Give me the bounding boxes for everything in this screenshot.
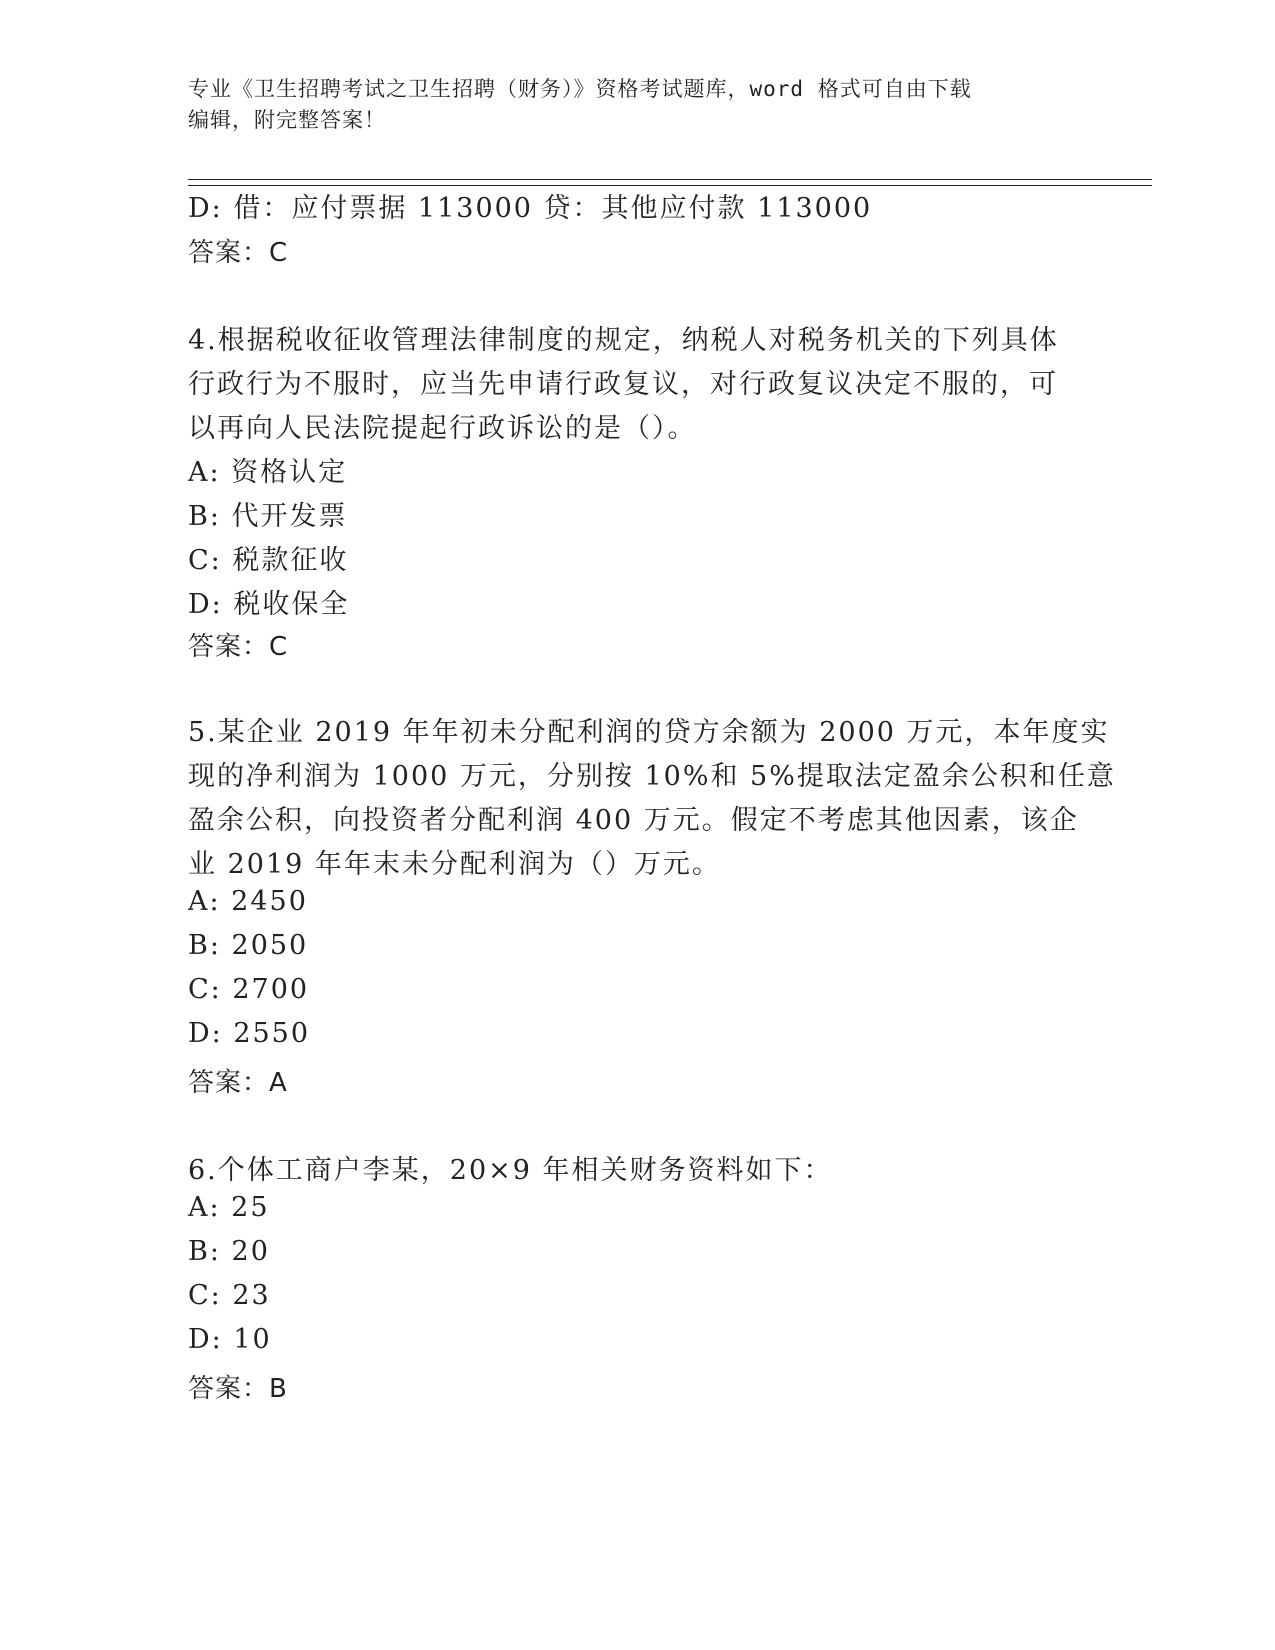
q4-stem-line-1: 4.根据税收征收管理法律制度的规定，纳税人对税务机关的下列具体	[188, 325, 1059, 356]
q6-option-b: B: 20	[188, 1236, 270, 1267]
q5-option-c: C: 2700	[188, 974, 310, 1005]
q3-answer: 答案：C	[188, 238, 289, 268]
q6-stem-line-1: 6.个体工商户李某，20×9 年相关财务资料如下：	[188, 1155, 833, 1186]
q5-stem-line-1: 5.某企业 2019 年年初未分配利润的贷方余额为 2000 万元，本年度实	[188, 717, 1110, 748]
q3-option-d: D: 借：应付票据 113000 贷：其他应付款 113000	[188, 193, 873, 224]
q5-option-b: B: 2050	[188, 930, 309, 961]
q4-option-a: A: 资格认定	[188, 457, 348, 488]
q6-option-d: D: 10	[188, 1324, 272, 1355]
q4-stem-line-3: 以再向人民法院提起行政诉讼的是（）。	[188, 413, 697, 444]
q4-answer: 答案：C	[188, 632, 289, 662]
q5-stem-line-2: 现的净利润为 1000 万元，分别按 10%和 5%提取法定盈余公积和任意	[188, 761, 1116, 792]
q5-option-a: A: 2450	[188, 886, 308, 917]
q6-option-a: A: 25	[188, 1192, 270, 1223]
q4-stem-line-2: 行政行为不服时，应当先申请行政复议，对行政复议决定不服的，可	[188, 369, 1058, 400]
q4-option-d: D: 税收保全	[188, 589, 350, 620]
header-title-line-1: 专业《卫生招聘考试之卫生招聘（财务）》资格考试题库，word 格式可自由下载	[188, 77, 972, 101]
q6-answer: 答案：B	[188, 1374, 288, 1404]
header-divider-top	[188, 179, 1152, 180]
q5-stem-line-3: 盈余公积，向投资者分配利润 400 万元。假定不考虑其他因素，该企	[188, 805, 1079, 836]
q5-answer: 答案：A	[188, 1068, 288, 1098]
q4-option-b: B: 代开发票	[188, 501, 348, 532]
document-header	[188, 74, 1088, 136]
q5-option-d: D: 2550	[188, 1018, 311, 1049]
q5-stem-line-4: 业 2019 年年末未分配利润为（）万元。	[188, 849, 721, 880]
q4-option-c: C: 税款征收	[188, 545, 349, 576]
header-title-line-2: 编辑，附完整答案！	[188, 108, 386, 132]
q6-option-c: C: 23	[188, 1280, 271, 1311]
